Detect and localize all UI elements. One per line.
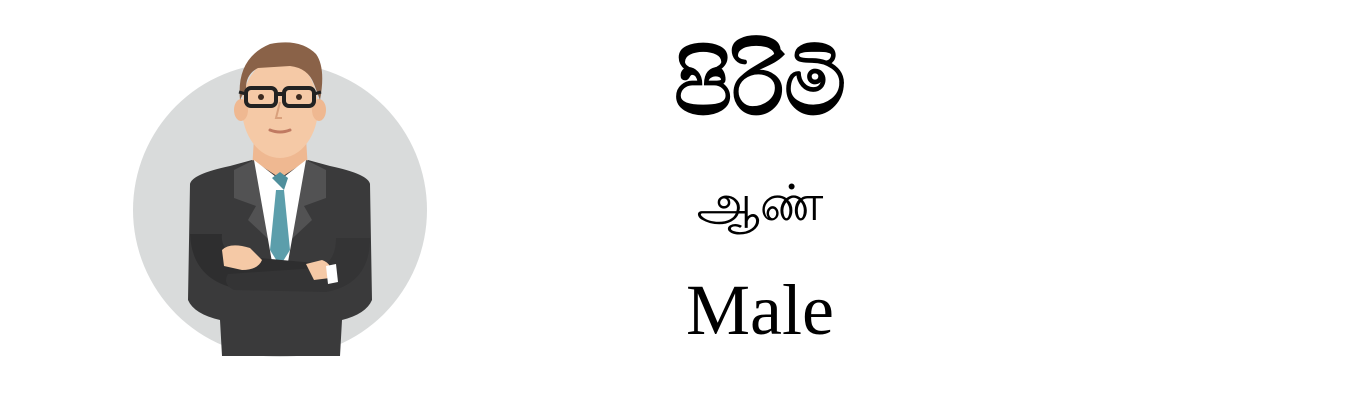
gender-label-english: Male	[686, 270, 834, 350]
gender-label-sinhala: පිරිමි	[674, 35, 846, 135]
businessman-avatar-icon	[130, 38, 430, 360]
gender-labels	[560, 30, 960, 370]
gender-label-tamil: ஆண்	[696, 174, 824, 232]
